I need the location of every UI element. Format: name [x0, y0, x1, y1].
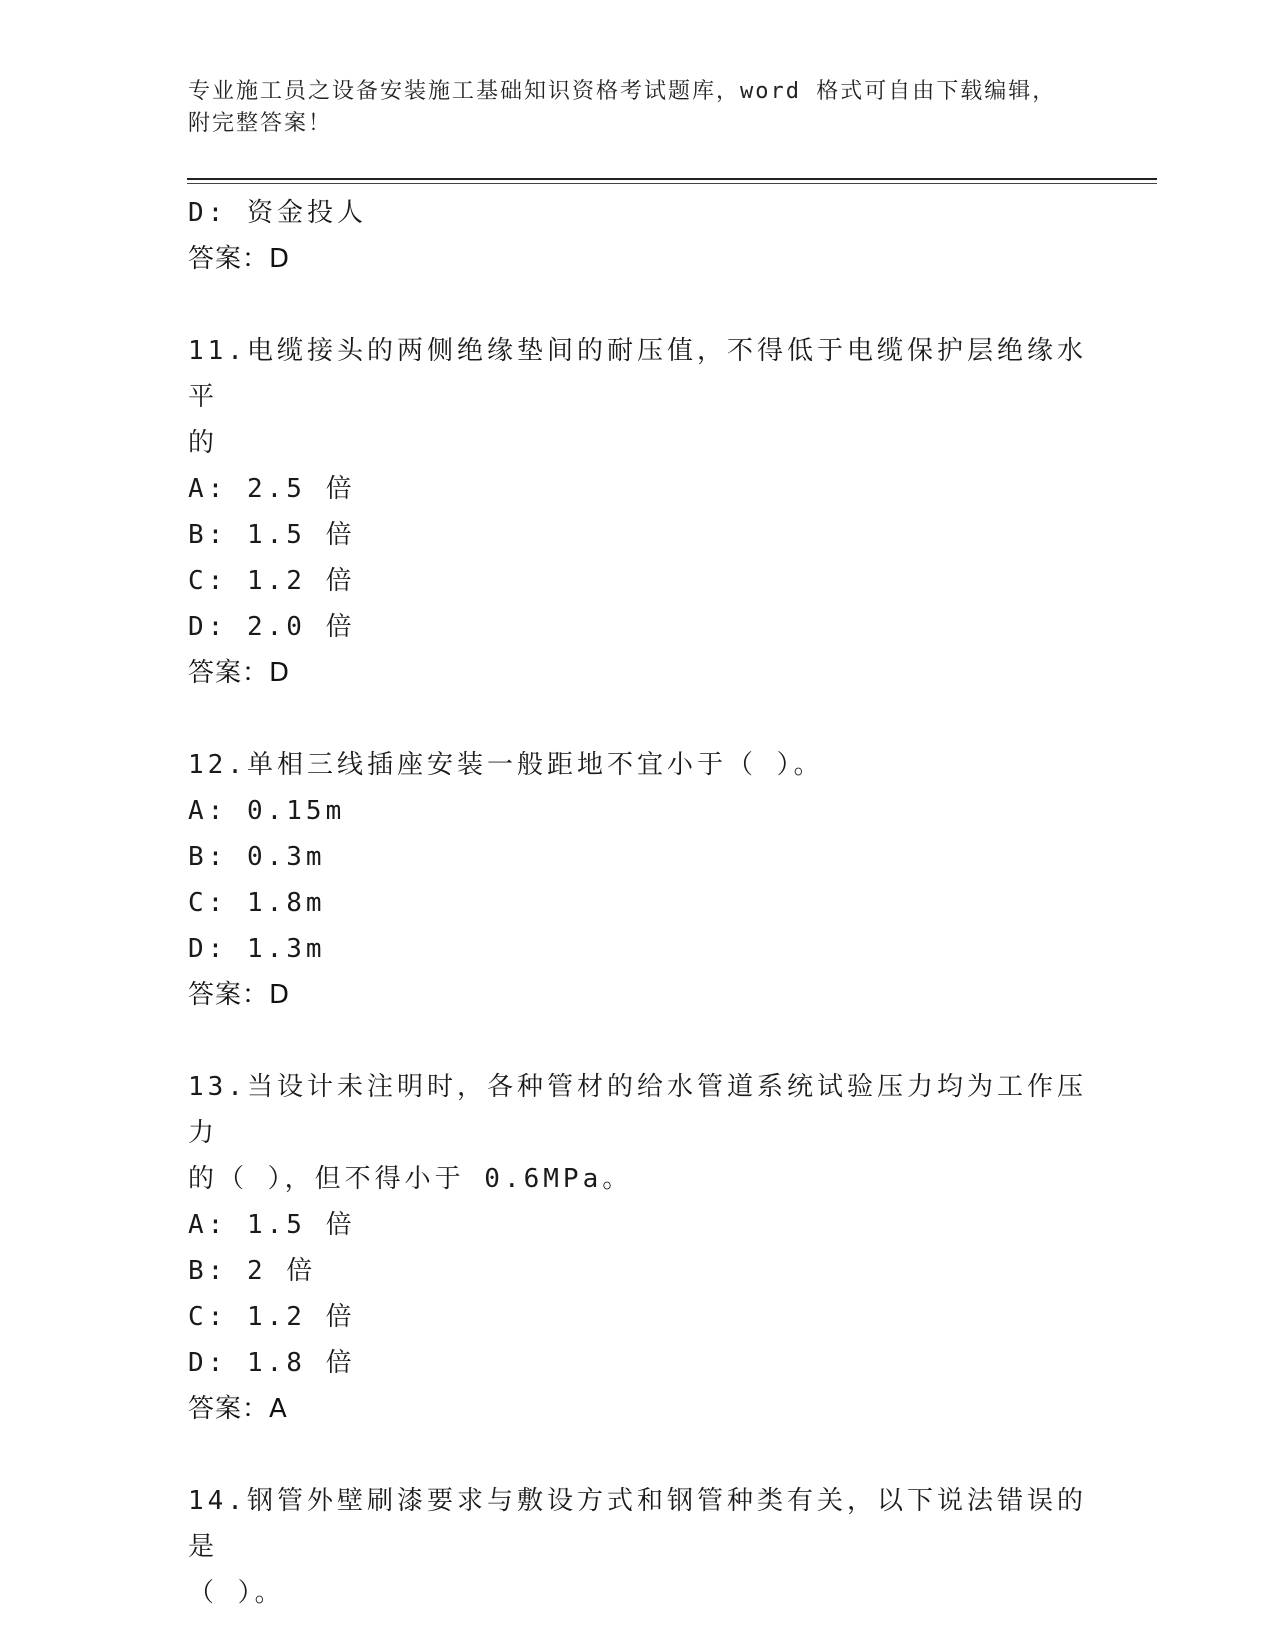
- question-text-continued: （ ）。: [188, 1578, 285, 1608]
- answer-label: 答案：D: [188, 244, 291, 274]
- option-a: A: 1.5 倍: [188, 1210, 356, 1240]
- spacer: [188, 1432, 1088, 1478]
- question-text: 12.单相三线插座安装一般距地不宜小于（ ）。: [188, 750, 824, 780]
- option-d: D: 资金投人: [188, 198, 367, 228]
- question-14: [188, 1478, 1088, 1616]
- header-line-1: 专业施工员之设备安装施工基础知识资格考试题库，word 格式可自由下载编辑，: [188, 79, 1057, 104]
- question-text: 11.电缆接头的两侧绝缘垫间的耐压值，不得低于电缆保护层绝缘水平: [188, 336, 1087, 412]
- option-d: D: 1.3m: [188, 934, 326, 964]
- header-line-2: 附完整答案！: [188, 111, 333, 136]
- option-a: A: 2.5 倍: [188, 474, 356, 504]
- question-text-continued: 的: [188, 428, 219, 458]
- option-c: C: 1.8m: [188, 888, 326, 918]
- document-header: [188, 76, 1088, 140]
- question-text: 13.当设计未注明时，各种管材的给水管道系统试验压力均为工作压力: [188, 1072, 1087, 1148]
- spacer: [188, 282, 1088, 328]
- option-d: D: 2.0 倍: [188, 612, 356, 642]
- question-11: [188, 328, 1088, 696]
- question-text: 14.钢管外壁刷漆要求与敷设方式和钢管种类有关，以下说法错误的是: [188, 1486, 1087, 1562]
- header-divider-thin: [187, 183, 1157, 184]
- previous-question-tail: [188, 190, 1088, 282]
- question-13: [188, 1064, 1088, 1432]
- question-12: [188, 742, 1088, 1018]
- option-c: C: 1.2 倍: [188, 1302, 356, 1332]
- spacer: [188, 696, 1088, 742]
- option-b: B: 2 倍: [188, 1256, 317, 1286]
- option-c: C: 1.2 倍: [188, 566, 356, 596]
- option-d: D: 1.8 倍: [188, 1348, 356, 1378]
- option-b: B: 0.3m: [188, 842, 326, 872]
- answer-label: 答案：D: [188, 658, 291, 688]
- answer-label: 答案：D: [188, 980, 291, 1010]
- question-list: [188, 190, 1088, 1616]
- header-divider-thick: [187, 178, 1157, 180]
- option-b: B: 1.5 倍: [188, 520, 356, 550]
- option-a: A: 0.15m: [188, 796, 346, 826]
- answer-label: 答案：A: [188, 1394, 288, 1424]
- question-text-continued: 的（ ），但不得小于 0.6MPa。: [188, 1164, 633, 1194]
- spacer: [188, 1018, 1088, 1064]
